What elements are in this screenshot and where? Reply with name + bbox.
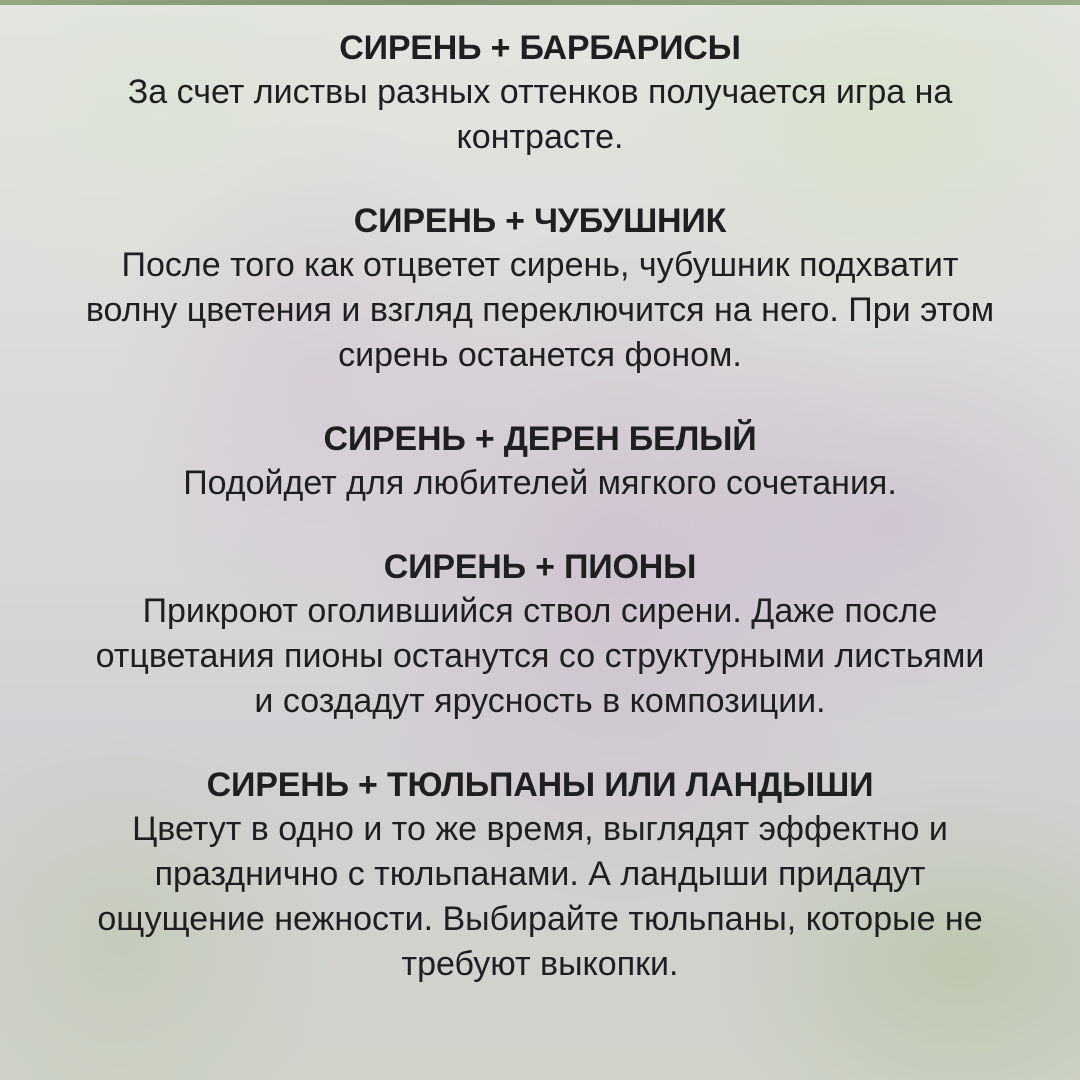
section-heading: СИРЕНЬ + ДЕРЕН БЕЛЫЙ — [323, 420, 757, 458]
section-body — [0, 461, 1080, 506]
body-line: и создадут ярусность в композиции. — [254, 682, 826, 720]
body-line: Цветут в одно и то же время, выглядят эффектно и — [132, 810, 948, 848]
body-line: требуют выкопки. — [401, 945, 679, 983]
section-heading: СИРЕНЬ + БАРБАРИСЫ — [339, 29, 741, 67]
body-line: празднично с тюльпанами. А ландыши придадут — [154, 855, 926, 893]
body-line: отцветания пионы останутся со структурными листьями — [95, 637, 985, 675]
section-body — [0, 70, 1080, 160]
article-content — [0, 26, 1080, 1026]
body-line: Подойдет для любителей мягкого сочетания. — [183, 464, 897, 502]
section-body — [0, 243, 1080, 378]
section-body — [0, 807, 1080, 987]
body-line: Прикроют оголившийся ствол сирени. Даже после — [142, 592, 938, 630]
body-line: контрасте. — [456, 118, 624, 156]
body-line: волну цветения и взгляд переключится на него. При этом — [85, 291, 995, 329]
section-heading: СИРЕНЬ + ТЮЛЬПАНЫ ИЛИ ЛАНДЫШИ — [206, 766, 874, 804]
section-barberry — [0, 26, 1080, 160]
section-tulips — [0, 763, 1080, 987]
section-heading: СИРЕНЬ + ПИОНЫ — [383, 548, 697, 586]
section-mock-orange — [0, 199, 1080, 378]
body-line: ощущение нежности. Выбирайте тюльпаны, которые не — [97, 900, 983, 938]
section-body — [0, 589, 1080, 724]
section-peonies — [0, 545, 1080, 724]
body-line: После того как отцветет сирень, чубушник подхватит — [121, 246, 959, 284]
section-dogwood — [0, 417, 1080, 506]
body-line: сирень останется фоном. — [338, 336, 742, 374]
section-heading: СИРЕНЬ + ЧУБУШНИК — [353, 202, 727, 240]
body-line: За счет листвы разных оттенков получается игра на — [127, 73, 953, 111]
